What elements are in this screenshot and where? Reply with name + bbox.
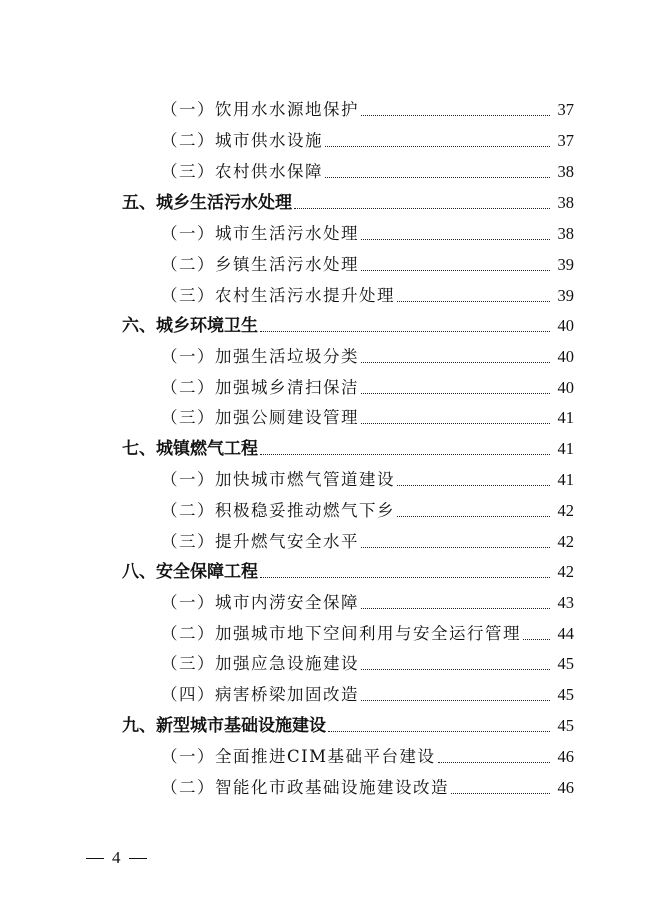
dot-leader [438,762,550,763]
toc-entry[interactable] [161,683,574,707]
toc-entry-title: （三）加强公厕建设管理 [161,408,359,427]
toc-entry[interactable] [161,406,574,430]
toc-page-number: 37 [557,131,574,150]
dot-leader [451,793,550,794]
page-footer [86,848,147,868]
toc-section-title: 六、城乡环境卫生 [122,316,258,336]
dot-leader [361,362,550,363]
toc-entry[interactable] [161,129,574,153]
toc-page-number: 41 [557,470,574,489]
toc-entry[interactable] [161,160,574,184]
toc-page-number: 40 [557,378,574,397]
toc-entry-title: （四）病害桥梁加固改造 [161,685,359,704]
dot-leader [325,177,550,178]
toc-entry[interactable] [161,222,574,246]
toc-section-entry[interactable] [122,191,574,215]
dot-leader [260,331,550,332]
dot-leader [361,115,550,116]
dot-leader [325,146,550,147]
dot-leader [361,393,550,394]
toc-entry[interactable] [161,591,574,615]
toc-entry-title: （二）加强城乡清扫保洁 [161,378,359,397]
toc-entry[interactable] [161,98,574,122]
dot-leader [361,608,550,609]
toc-page-number: 39 [557,255,574,274]
toc-page-number: 45 [557,685,574,704]
dot-leader [361,423,550,424]
dot-leader [328,731,550,732]
dot-leader [260,577,550,578]
toc-page-number: 42 [557,501,574,520]
toc-page-number: 38 [557,162,574,181]
toc-entry[interactable] [161,284,574,308]
toc-section-title: 七、城镇燃气工程 [122,439,258,459]
dot-leader [397,516,550,517]
toc-page-number: 40 [557,347,574,366]
toc-page-number: 40 [557,316,574,335]
toc-section-title: 九、新型城市基础设施建设 [122,716,326,736]
toc-page-number: 41 [557,439,574,458]
toc-entry[interactable] [161,345,574,369]
dot-leader [361,700,550,701]
toc-entry-title: （一）城市内涝安全保障 [161,593,359,612]
toc-page-number: 46 [557,778,574,797]
toc-entry-title: （一）加强生活垃圾分类 [161,347,359,366]
dot-leader [260,454,550,455]
toc-entry-title: （一）全面推进CIM基础平台建设 [161,747,436,766]
toc-page-number: 46 [557,747,574,766]
toc-page-number: 45 [557,654,574,673]
toc-page-number: 43 [557,593,574,612]
toc-entry[interactable] [161,253,574,277]
toc-entry[interactable] [161,652,574,676]
toc-entry-title: （三）农村生活污水提升处理 [161,286,395,305]
toc-section-entry[interactable] [122,314,574,338]
toc-entry[interactable] [161,499,574,523]
toc-entry-title: （一）城市生活污水处理 [161,224,359,243]
dot-leader [361,270,550,271]
toc-entry-title: （二）智能化市政基础设施建设改造 [161,778,449,797]
toc-entry-title: （二）乡镇生活污水处理 [161,255,359,274]
toc-page-number: 44 [557,624,574,643]
toc-entry-title: （一）饮用水水源地保护 [161,100,359,119]
toc-entry-title: （三）提升燃气安全水平 [161,532,359,551]
toc-page-number: 45 [557,716,574,735]
toc-page-number: 41 [557,408,574,427]
toc-section-entry[interactable] [122,437,574,461]
toc-entry-title: （三）加强应急设施建设 [161,654,359,673]
toc-section-entry[interactable] [122,560,574,584]
toc-entry[interactable] [161,776,574,800]
toc-entry[interactable] [161,468,574,492]
dot-leader [361,239,550,240]
toc-entry[interactable] [161,745,574,769]
toc-page-number: 38 [557,193,574,212]
toc-page-number: 39 [557,286,574,305]
toc-page-number: 42 [557,532,574,551]
dot-leader [294,208,550,209]
dot-leader [397,485,550,486]
toc-entry-title: （一）加快城市燃气管道建设 [161,470,395,489]
toc-section-entry[interactable] [122,714,574,738]
toc-entry-title: （三）农村供水保障 [161,162,323,181]
toc-section-title: 八、安全保障工程 [122,562,258,582]
dot-leader [361,547,550,548]
footer-dash-right [129,858,147,859]
dot-leader [397,301,550,302]
toc-entry[interactable] [161,530,574,554]
toc-entry[interactable] [161,622,574,646]
dot-leader [523,639,550,640]
toc-entry[interactable] [161,376,574,400]
toc-page-number: 42 [557,562,574,581]
toc-page-number: 38 [557,224,574,243]
toc-entry-title: （二）积极稳妥推动燃气下乡 [161,501,395,520]
footer-page-number: 4 [112,848,121,867]
toc-entry-title: （二）城市供水设施 [161,131,323,150]
footer-dash-left [86,858,104,859]
toc-entry-title: （二）加强城市地下空间利用与安全运行管理 [161,624,521,643]
toc-page-number: 37 [557,100,574,119]
toc-section-title: 五、城乡生活污水处理 [122,193,292,213]
dot-leader [361,669,550,670]
